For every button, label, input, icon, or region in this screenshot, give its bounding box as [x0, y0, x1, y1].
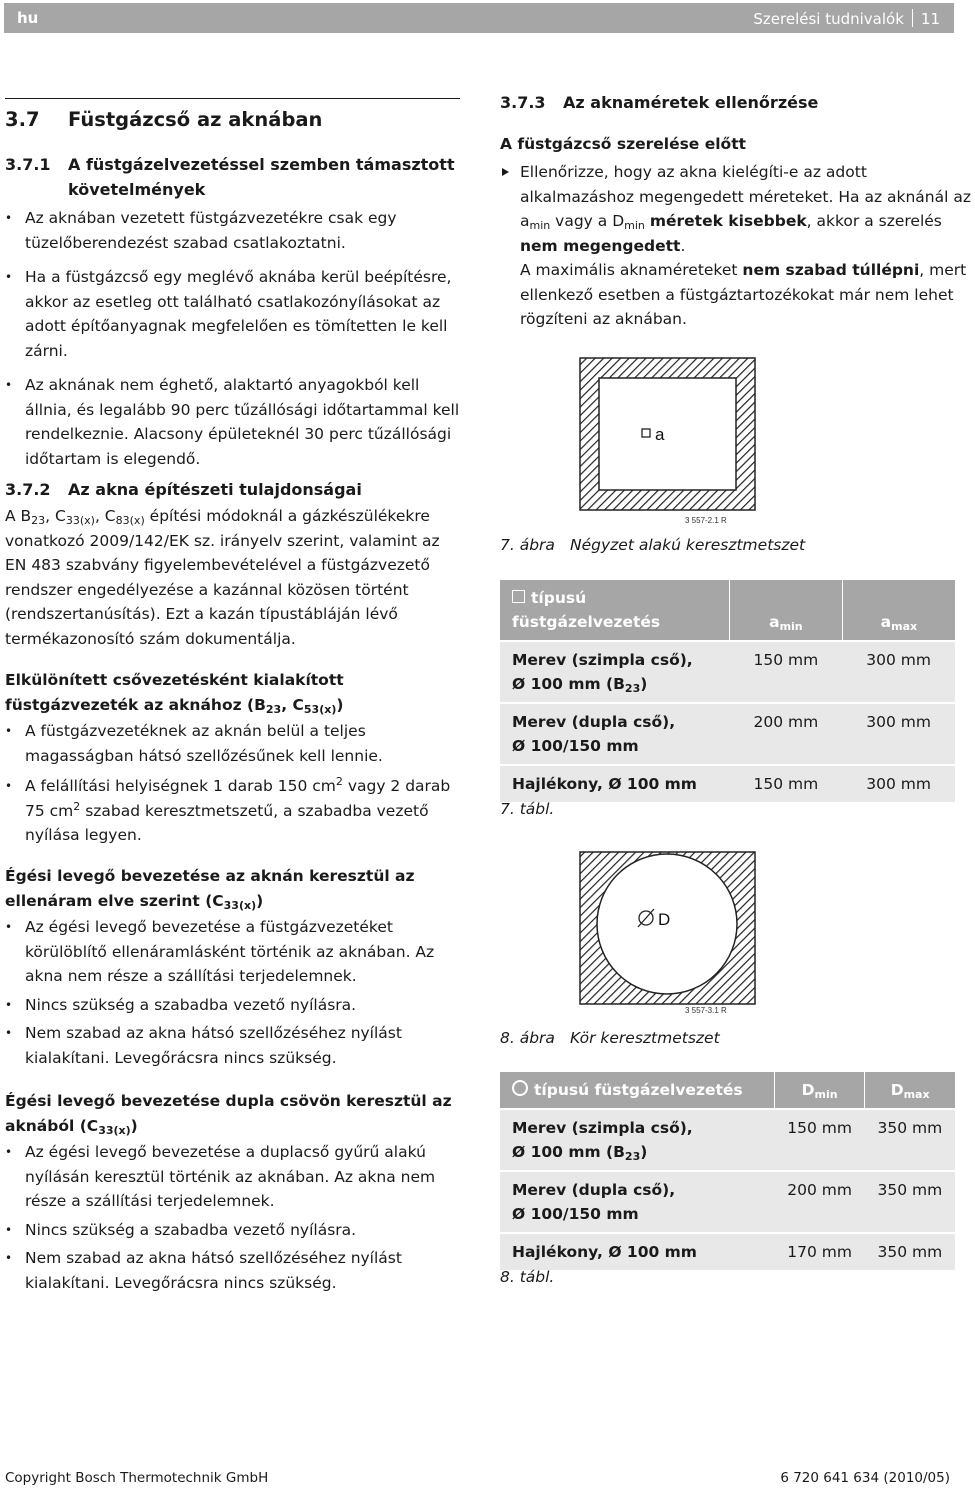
heading-number: 3.7.3 — [500, 93, 546, 112]
row-label: Merev (szimpla cső), Ø 100 mm $(B_{23})$ — [500, 641, 730, 703]
cell-min: 150 mm — [730, 765, 843, 802]
table-8-caption: 8. tábl. — [500, 1268, 555, 1286]
section-3-7-heading — [5, 108, 322, 131]
list-item: • Az égési levegő bevezetése a füstgázvezetéket körülöblítő ellenáramlásként történik az aknában. Az akna nem része a szállítási terjedelemnek. — [5, 915, 460, 989]
table-header-row — [500, 1072, 955, 1109]
cell-min: 200 mm — [730, 703, 843, 765]
list-item: • Nem szabad az akna hátsó szellőzéséhez nyílást kialakítani. Levegőrácsra nincs szükség. — [5, 1021, 460, 1070]
square-cross-section-figure — [575, 352, 785, 532]
separate-flue-section — [5, 668, 460, 848]
square-icon — [512, 590, 525, 603]
column-header-dmin: $D_{min}$ — [775, 1072, 865, 1109]
section-title: Égési levegő bevezetése az aknán keresztül az ellenáram elve szerint $(C_{33(x)})$ — [5, 867, 415, 912]
row-label: Merev (szimpla cső), Ø 100 mm $(B_{23})$ — [500, 1109, 775, 1171]
column-header-amax: $a_{max}$ — [842, 580, 955, 641]
row-label: Hajlékony, Ø 100 mm — [500, 1233, 775, 1270]
table-row — [500, 1233, 955, 1270]
heading-number: 3.7 — [5, 108, 40, 131]
circle-icon — [512, 1080, 528, 1096]
heading-title: Az aknaméretek ellenőrzése — [563, 93, 819, 112]
subheading: A füstgázcső szerelése előtt — [500, 135, 747, 153]
table-8-round-dimensions — [500, 1072, 955, 1270]
cell-max: 350 mm — [865, 1109, 955, 1171]
figure-code: 3 557-3.1 R — [685, 1006, 727, 1015]
table-row — [500, 703, 955, 765]
arrow-icon — [502, 168, 509, 176]
heading-title-line2: követelmények — [68, 180, 206, 199]
heading-title: Az akna építészeti tulajdonságai — [68, 480, 362, 499]
table-row — [500, 1109, 955, 1171]
cell-min: 150 mm — [775, 1109, 865, 1171]
figure-7-caption: 7. ábra Négyzet alakú keresztmetszet — [500, 536, 806, 554]
section-3-7-2-heading — [5, 477, 362, 502]
table-header-row — [500, 580, 955, 641]
double-pipe-section — [5, 1089, 460, 1295]
list-item: • Az égési levegő bevezetése a duplacső gyűrű alakú nyílásán keresztül történik az aknában. Az akna nem része a szállítási terjedelemnek. — [5, 1140, 460, 1214]
cell-max: 300 mm — [842, 765, 955, 802]
table-row — [500, 641, 955, 703]
list-item: • Az aknának nem éghető, alaktartó anyagokból kell állnia, és legalább 90 perc tűzállósági időtartammal kell rendelkeznie. Alacsony épületeknél 30 perc tűzállósági időtartam is elegendő. — [5, 373, 460, 471]
row-label: Merev (dupla cső), Ø 100/150 mm — [500, 703, 730, 765]
cell-max: 350 mm — [865, 1171, 955, 1233]
list-item: • Az aknában vezetett füstgázvezetékre csak egy tüzelőberendezést szabad csatlakoztatni. — [5, 206, 460, 255]
circular-cross-section-figure — [575, 844, 785, 1024]
list-item: • A felállítási helyiségnek 1 darab 150 $cm^2$ vagy 2 darab 75 $cm^2$ szabad keresztmetszetű, a szabadba vezető nyílása legyen. — [5, 774, 460, 848]
language-code: hu — [17, 9, 39, 27]
list-item: • A füstgázvezetéknek az aknán belül a teljes magasságban hátsó szellőzésűnek kell lennie. — [5, 719, 460, 768]
list-item: • Ha a füstgázcső egy meglévő aknába kerül beépítésre, akkor az esetleg ott található csatlakozónyílásokat az adott építőanyagnak megfelelően es tömítetten le kell zárni. — [5, 265, 460, 363]
section-3-7-3-heading — [500, 90, 818, 115]
heading-title: Füstgázcső az aknában — [68, 108, 323, 131]
row-label: Hajlékony, Ø 100 mm — [500, 765, 730, 802]
column-header-type: típusú füstgázelvezetés — [500, 1072, 775, 1109]
figure-code: 3 557-2.1 R — [685, 516, 727, 525]
column-header-type: típusú füstgázelvezetés — [500, 580, 730, 641]
counterflow-section — [5, 864, 460, 1070]
heading-number: 3.7.2 — [5, 480, 51, 499]
table-row — [500, 1171, 955, 1233]
table-row — [500, 765, 955, 802]
cell-max: 300 mm — [842, 703, 955, 765]
top-rule — [5, 98, 460, 99]
building-properties-paragraph: A $B_{23}$, $C_{33(x)}$, $C_{83(x)}$ építési módoknál a gázkészülékekre vonatkozó 2009/142/EK sz. irányelv szerint, valamint az EN 483 szabvány figyelembevételével a füstgázvezető rendszer engedélyezése a kazánnal közösen történt (rendszertanúsítás). Ezt a kazán típustábláján lévő termékazonosító szám dokumentálja. — [5, 507, 440, 648]
column-header-dmax: $D_{max}$ — [865, 1072, 955, 1109]
cell-max: 300 mm — [842, 641, 955, 703]
instruction-step: Ellenőrizze, hogy az akna kielégíti-e az adott alkalmazáshoz megengedett méreteket. Ha az aknánál az $a_{min}$ vagy a $D_{min}$ méretek kisebbek, akkor a szerelés nem megengedett. A maximális aknaméreteket nem szabad túllépni, mert ellenkező esetben a füstgáztartozékokat már nem lehet rögzíteni az aknában. — [500, 160, 975, 332]
list-item: • Nincs szükség a szabadba vezető nyílásra. — [5, 993, 460, 1018]
requirements-list — [5, 206, 460, 471]
section-title: Égési levegő bevezetése dupla csövön keresztül az aknából $(C_{33(x)})$ — [5, 1092, 452, 1137]
column-header-amin: $a_{min}$ — [730, 580, 843, 641]
footer-document-number: 6 720 641 634 (2010/05) — [780, 1470, 950, 1486]
cell-min: 170 mm — [775, 1233, 865, 1270]
list-item: • Nem szabad az akna hátsó szellőzéséhez nyílást kialakítani. Levegőrácsra nincs szükség. — [5, 1246, 460, 1295]
row-label: Merev (dupla cső), Ø 100/150 mm — [500, 1171, 775, 1233]
dimension-label: D — [658, 910, 671, 929]
figure-8-caption: 8. ábra Kör keresztmetszet — [500, 1029, 720, 1047]
cell-min: 150 mm — [730, 641, 843, 703]
table-7-caption: 7. tábl. — [500, 800, 555, 818]
list-item: • Nincs szükség a szabadba vezető nyílásra. — [5, 1218, 460, 1243]
cell-max: 350 mm — [865, 1233, 955, 1270]
section-3-7-1-heading — [5, 152, 460, 202]
page-number: 11 — [920, 10, 940, 28]
section-title: Elkülönített csővezetésként kialakított füstgázvezeték az aknához ($B_{23}$, $C_{53(x)}$) — [5, 671, 344, 716]
heading-title-line1: A füstgázelvezetéssel szemben támasztott — [68, 155, 455, 174]
footer-copyright: Copyright Bosch Thermotechnik GmbH — [5, 1470, 269, 1486]
dimension-label: a — [655, 425, 665, 444]
table-7-square-dimensions — [500, 580, 955, 802]
right-column — [500, 0, 971, 1286]
cell-min: 200 mm — [775, 1171, 865, 1233]
section-title: Szerelési tudnivalók — [753, 10, 904, 28]
heading-number: 3.7.1 — [5, 155, 51, 174]
